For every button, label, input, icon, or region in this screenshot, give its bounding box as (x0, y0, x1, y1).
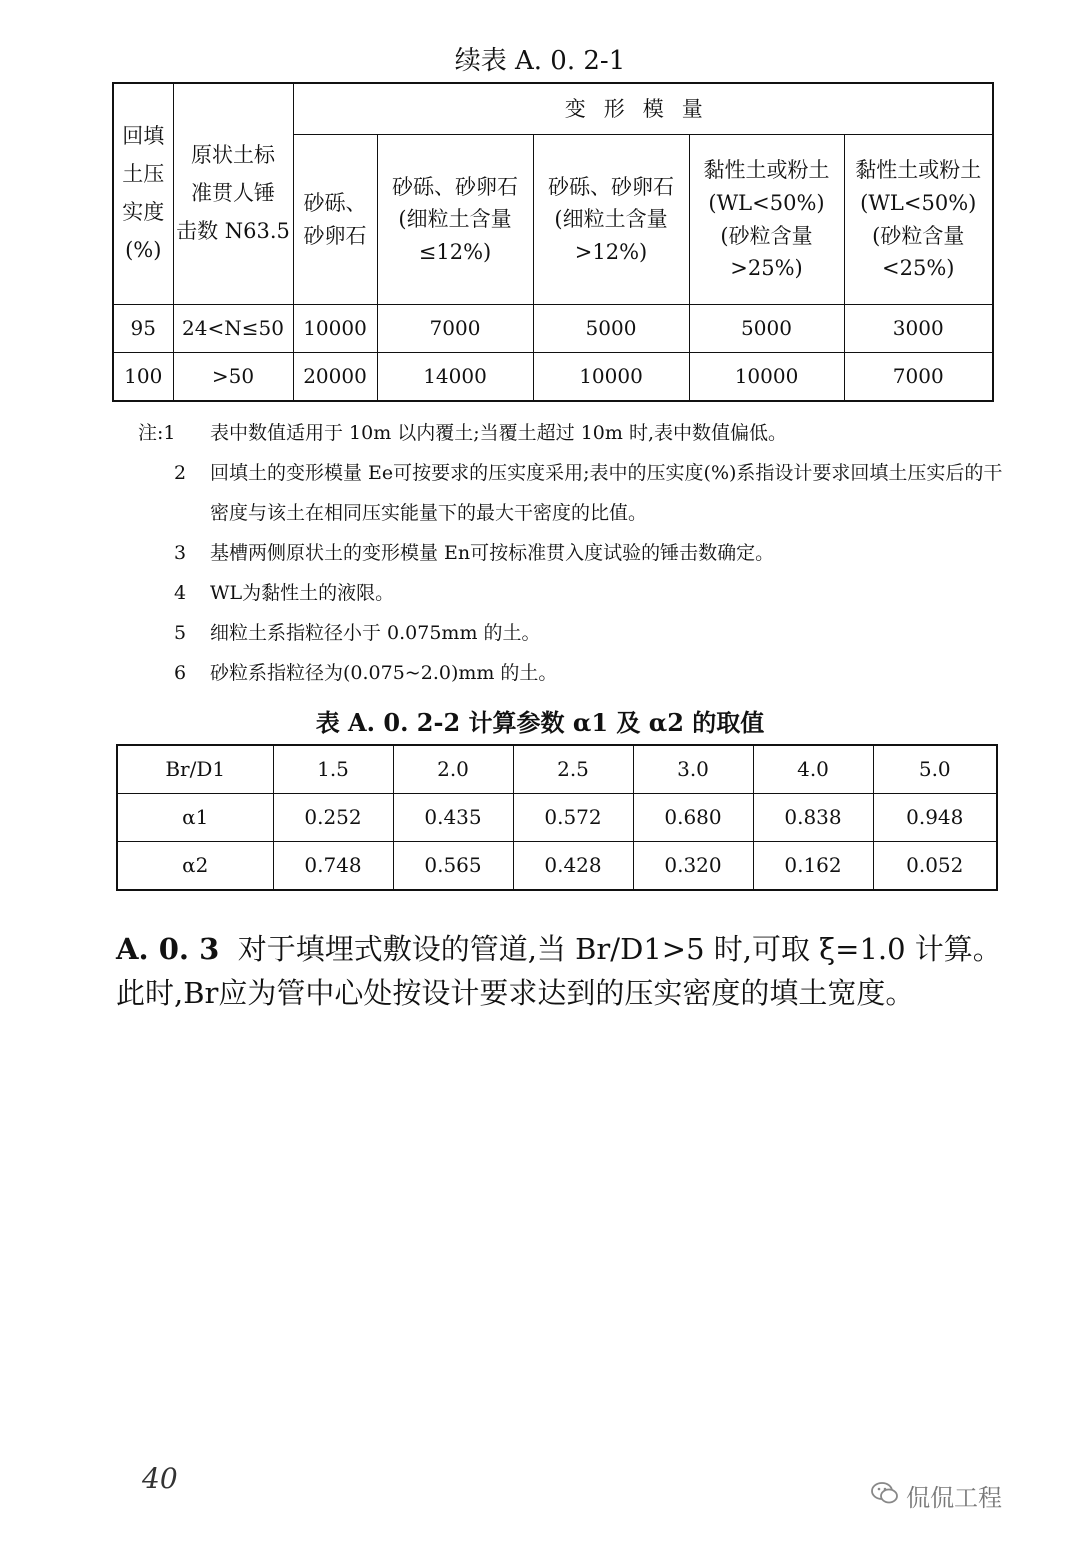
note-text: 基槽两侧原状土的变形模量 En可按标准贯入度试验的锤击数确定。 (210, 542, 775, 564)
header-line: 原状土标 (191, 143, 275, 168)
subheader-line: ≤12%) (418, 239, 492, 264)
header-line: 击数 N63.5 (176, 218, 290, 243)
subheader-line: 砂砾、 (303, 190, 367, 215)
table-notes (138, 413, 1018, 693)
note-item (138, 613, 1018, 653)
subheader-line: (WL<50%) (860, 190, 977, 215)
table-header-cell: 1.5 (273, 745, 393, 794)
subheader-line: (细粒土含量 (554, 207, 668, 232)
header-line: (%) (125, 237, 162, 262)
table-header-cell: 3.0 (633, 745, 753, 794)
table-cell: 0.435 (393, 794, 513, 842)
header-line: 土压 (122, 162, 165, 187)
note-item (138, 573, 1018, 613)
header-deformation-modulus (293, 83, 993, 135)
table-cell: 100 (113, 353, 173, 402)
note-text: 细粒土系指粒径小于 0.075mm 的土。 (210, 622, 541, 644)
table-cell: 20000 (293, 353, 377, 402)
header-compaction (113, 83, 173, 305)
table-cell: >50 (173, 353, 293, 402)
table-row (117, 842, 997, 891)
subheader-line: 黏性土或粉土 (855, 158, 982, 183)
table-cell: 10000 (293, 305, 377, 353)
table-header-cell: Br/D1 (117, 745, 273, 794)
note-number: 4 (174, 582, 187, 604)
header-line: 实度 (122, 200, 165, 224)
table-header-cell: 5.0 (873, 745, 997, 794)
note-text: 砂粒系指粒径为(0.075~2.0)mm 的土。 (210, 662, 558, 684)
table-cell: 0.428 (513, 842, 633, 891)
clause-text: 对于填埋式敷设的管道,当 Br/D1>5 时,可取 ξ=1.0 计算。此时,Br应为管中心处按设计要求达到的压实密度的填土宽度。 (116, 932, 1002, 1010)
table-cell: 14000 (377, 353, 533, 402)
table2-caption: 表 A. 0. 2-2 计算参数 α1 及 α2 的取值 (315, 708, 765, 737)
table-cell: α1 (117, 794, 273, 842)
subheader-clay-sand-lt25 (844, 135, 993, 305)
table-cell: 3000 (844, 305, 993, 353)
table-cell: α2 (117, 842, 273, 891)
header-line: 回填 (122, 124, 165, 149)
table-cell: 0.320 (633, 842, 753, 891)
note-text: 回填土的变形模量 Ee可按要求的压实度采用;表中的压实度(%)系指设计要求回填土压实后的干密度与该土在相同压实能量下的最大干密度的比值。 (210, 462, 1003, 524)
table-header-row (117, 745, 997, 794)
table-cell: 95 (113, 305, 173, 353)
header-penetration (173, 83, 293, 305)
note-item (138, 653, 1018, 693)
note-item (138, 413, 1018, 453)
table-cell: 24<N≤50 (173, 305, 293, 353)
subheader-line: 砂卵石 (303, 223, 367, 248)
table-cell: 0.565 (393, 842, 513, 891)
subheader-line: <25%) (882, 256, 955, 281)
table-cell: 10000 (689, 353, 844, 402)
table-cell: 7000 (377, 305, 533, 353)
subheader-clay-sand-gt25 (689, 135, 844, 305)
note-text: 表中数值适用于 10m 以内覆土;当覆土超过 10m 时,表中数值偏低。 (210, 422, 787, 444)
note-item (138, 533, 1018, 573)
note-number: 6 (174, 662, 187, 684)
subheader-line: >25%) (730, 256, 803, 281)
table-cell: 10000 (533, 353, 689, 402)
alpha-parameter-table (116, 744, 998, 891)
table-cell: 0.838 (753, 794, 873, 842)
subheader-line: (细粒土含量 (398, 207, 512, 232)
subheader-gravel (293, 135, 377, 305)
note-number: 注:1 (138, 422, 176, 444)
table-cell: 0.680 (633, 794, 753, 842)
table-row (117, 794, 997, 842)
watermark: 侃侃工程 (906, 1484, 1002, 1512)
note-number: 3 (174, 542, 187, 564)
table-cell: 0.252 (273, 794, 393, 842)
table1-caption: 续表 A. 0. 2-1 (454, 46, 626, 76)
clause-paragraph (116, 927, 1006, 1015)
header-line: 准贯人锤 (191, 181, 275, 206)
note-number: 5 (174, 622, 187, 644)
subheader-gravel-fine-le12 (377, 135, 533, 305)
table-cell: 0.572 (513, 794, 633, 842)
table-header-cell: 4.0 (753, 745, 873, 794)
subheader-line: (砂粒含量 (872, 223, 965, 248)
subheader-line: 砂砾、砂卵石 (392, 174, 518, 199)
subheader-line: (砂粒含量 (720, 223, 813, 248)
table-cell: 0.052 (873, 842, 997, 891)
note-text: WL为黏性土的液限。 (210, 582, 395, 604)
note-number: 2 (174, 462, 187, 484)
subheader-line: (WL<50%) (708, 190, 825, 215)
note-item (138, 453, 1018, 533)
table-cell: 7000 (844, 353, 993, 402)
table-cell: 0.748 (273, 842, 393, 891)
table-cell: 5000 (533, 305, 689, 353)
clause-label: A. 0. 3 (116, 932, 220, 966)
subheader-line: 砂砾、砂卵石 (548, 174, 674, 199)
table-row (113, 353, 993, 402)
table-cell: 0.162 (753, 842, 873, 891)
page-number: 40 (142, 1462, 178, 1495)
table-header-cell: 2.0 (393, 745, 513, 794)
table-row (113, 305, 993, 353)
table-cell: 5000 (689, 305, 844, 353)
deformation-modulus-table (112, 82, 994, 402)
subheader-line: >12%) (574, 239, 648, 264)
table-cell: 0.948 (873, 794, 997, 842)
subheader-gravel-fine-gt12 (533, 135, 689, 305)
table-header-cell: 2.5 (513, 745, 633, 794)
group-header-text: 变形模量 (564, 96, 721, 121)
wechat-icon (870, 1478, 900, 1508)
subheader-line: 黏性土或粉土 (703, 158, 830, 183)
